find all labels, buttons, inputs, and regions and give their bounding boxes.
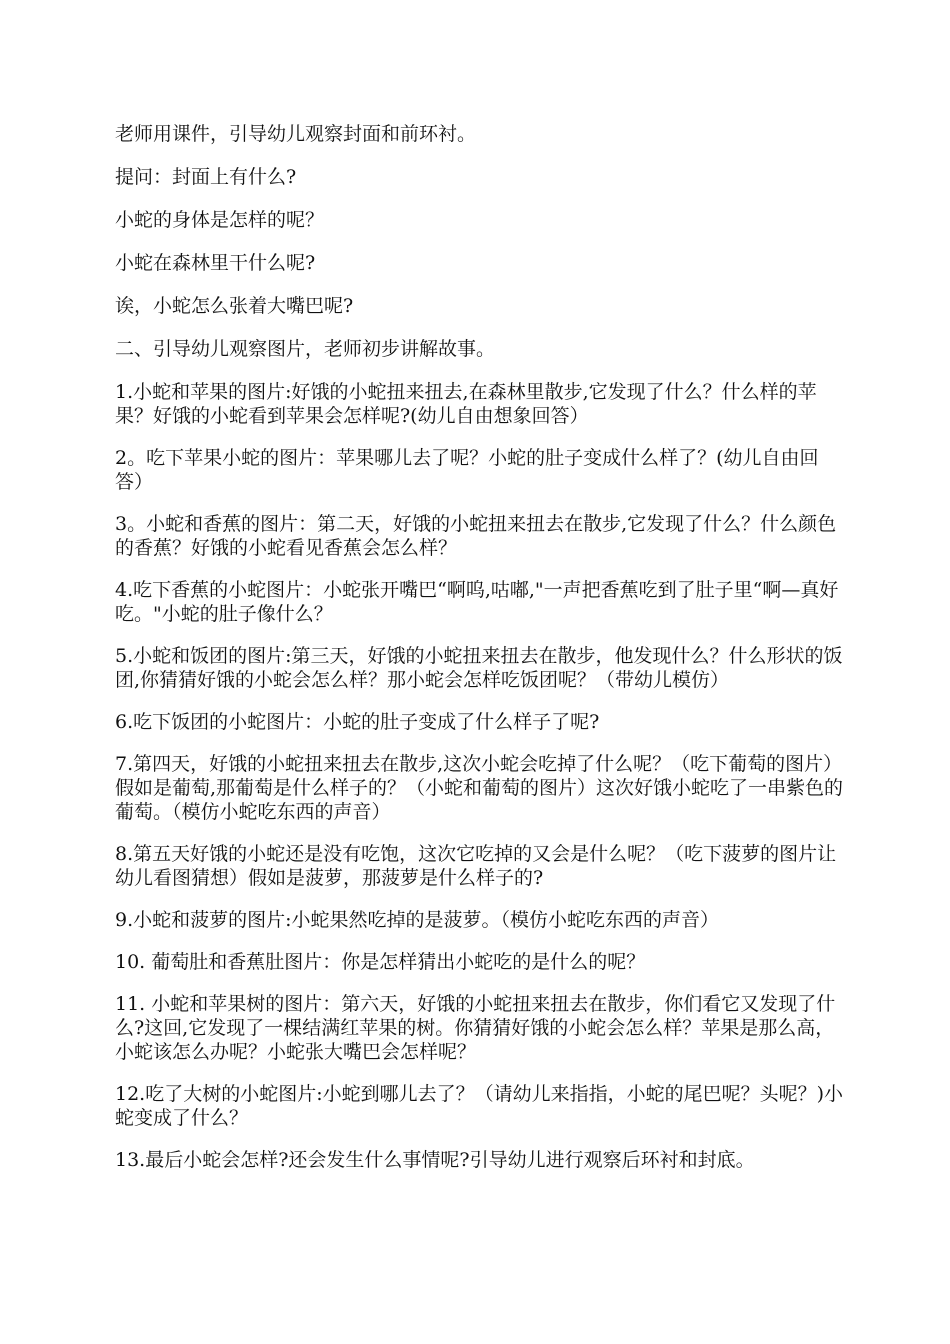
paragraph-item-11: 11. 小蛇和苹果树的图片：第六天，好饿的小蛇扭来扭去在散步，你们看它又发现了什么?这回,它发现了一棵结满红苹果的树。你猜猜好饿的小蛇会怎么样？苹果是那么高，小蛇该怎么办呢？小蛇张大嘴巴会怎样呢？	[115, 993, 836, 1063]
paragraph-item-8: 8.第五天好饿的小蛇还是没有吃饱，这次它吃掉的又会是什么呢？（吃下菠萝的图片让幼儿看图猜想）假如是菠萝，那菠萝是什么样子的?	[115, 843, 837, 889]
paragraph-question-mouth: 诶，小蛇怎么张着大嘴巴呢?	[115, 295, 354, 317]
paragraph-item-10: 10. 葡萄肚和香蕉肚图片：你是怎样猜出小蛇吃的是什么的呢？	[115, 951, 646, 973]
paragraph-item-5: 5.小蛇和饭团的图片:第三天，好饿的小蛇扭来扭去在散步，他发现什么？什么形状的饭团,你猜猜好饿的小蛇会怎么样？那小蛇会怎样吃饭团呢？（带幼儿模仿）	[115, 645, 843, 691]
paragraph-item-1: 1.小蛇和苹果的图片:好饿的小蛇扭来扭去,在森林里散步,它发现了什么？什么样的苹果？好饿的小蛇看到苹果会怎样呢?(幼儿自由想象回答）	[115, 381, 817, 427]
paragraph-question-body: 小蛇的身体是怎样的呢？	[115, 209, 325, 231]
paragraph-item-4: 4.吃下香蕉的小蛇图片：小蛇张开嘴巴“啊呜,咕嘟,"一声把香蕉吃到了肚子里“啊—真好吃。"小蛇的肚子像什么？	[115, 579, 839, 625]
paragraph-intro: 老师用课件，引导幼儿观察封面和前环衬。	[115, 123, 477, 145]
document-page	[115, 122, 845, 1190]
paragraph-item-7: 7.第四天，好饿的小蛇扭来扭去在散步,这次小蛇会吃掉了什么呢？（吃下葡萄的图片）假如是葡萄,那葡萄是什么样子的？（小蛇和葡萄的图片）这次好饿小蛇吃了一串紫色的葡萄。（模仿小蛇吃东西的声音）	[115, 753, 844, 823]
paragraph-item-3: 3。小蛇和香蕉的图片：第二天，好饿的小蛇扭来扭去在散步,它发现了什么？什么颜色的香蕉？好饿的小蛇看见香蕉会怎么样？	[115, 513, 837, 559]
paragraph-item-13: 13.最后小蛇会怎样?还会发生什么事情呢?引导幼儿进行观察后环衬和封底。	[115, 1149, 755, 1171]
section-heading-two: 二、引导幼儿观察图片，老师初步讲解故事。	[115, 338, 496, 360]
paragraph-item-2: 2。吃下苹果小蛇的图片：苹果哪儿去了呢？小蛇的肚子变成什么样了？(幼儿自由回答）	[115, 447, 819, 493]
paragraph-item-12: 12.吃了大树的小蛇图片:小蛇到哪儿去了？（请幼儿来指指，小蛇的尾巴呢？头呢？)小蛇变成了什么？	[115, 1083, 844, 1129]
paragraph-question-cover: 提问：封面上有什么?	[115, 166, 297, 188]
paragraph-item-6: 6.吃下饭团的小蛇图片：小蛇的肚子变成了什么样子了呢?	[115, 711, 600, 733]
paragraph-item-9: 9.小蛇和菠萝的图片:小蛇果然吃掉的是菠萝。（模仿小蛇吃东西的声音）	[115, 909, 720, 931]
paragraph-question-forest: 小蛇在森林里干什么呢?	[115, 252, 316, 274]
